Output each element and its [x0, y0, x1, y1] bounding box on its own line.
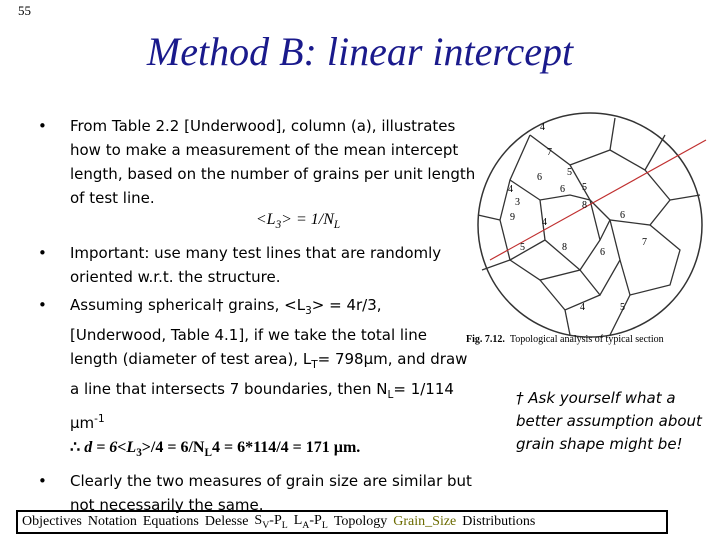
nav-sv-pl[interactable]: $S_V-P_L$	[254, 513, 288, 531]
bullet-1-text: From Table 2.2 [Underwood], column (a), illustrates how to make a measurement of the mean intercept length, based on the number of grains per unit length of test line.	[70, 117, 476, 207]
bullet-4-text: Clearly the two measures of grain size are similar but not necessarily the same.	[70, 472, 472, 515]
svg-text:6: 6	[537, 172, 542, 183]
svg-text:6: 6	[620, 210, 625, 221]
slide-number: 55	[18, 3, 31, 18]
nav-distributions[interactable]: Distributions	[462, 514, 536, 529]
nav-grain-size[interactable]: Grain_Size	[393, 514, 457, 529]
bullet-dot: •	[38, 117, 47, 135]
svg-text:4: 4	[542, 217, 547, 228]
bullet-4: • Clearly the two measures of grain size are similar but not necessarily the same.	[38, 472, 472, 515]
svg-text:9: 9	[510, 212, 515, 223]
svg-text:5: 5	[567, 167, 572, 178]
nav-equations[interactable]: Equations	[142, 514, 199, 529]
svg-text:5: 5	[582, 182, 587, 193]
grain-structure-figure	[470, 110, 710, 350]
slide-title: Method B: linear intercept	[146, 29, 574, 74]
svg-text:5: 5	[620, 302, 625, 313]
svg-text:3: 3	[515, 197, 520, 208]
figure-caption: Fig. 7.12. Topological analysis of typical section	[466, 334, 664, 345]
bullet-3: • Assuming spherical† grains, $<L_3> = 4r/3$, [Underwood, Table 4.1], if we take the total line length (diameter of test area), $L_T= 798\mu m$, and draw a line that intersects 7 boundaries, then $N_L= 1/114$ µm$^{-1}$ ∴ $d = 6<L_3>/4 = 6/N_L4 = 6*114/4 = 171$ µm.	[38, 296, 468, 460]
nav-delesse[interactable]: Delesse	[204, 514, 249, 529]
svg-text:6: 6	[560, 184, 565, 195]
svg-text:4: 4	[508, 184, 513, 195]
nav-topology[interactable]: Topology	[333, 514, 388, 529]
bullet-1	[38, 114, 478, 210]
nav-objectives[interactable]: Objectives	[22, 514, 82, 529]
navigation-bar	[16, 510, 668, 534]
svg-text:8: 8	[562, 242, 567, 253]
bullet-2-text: Important: use many test lines that are randomly oriented w.r.t. the structure.	[70, 244, 442, 287]
footnote: † Ask yourself what a better assumption about grain shape might be!	[516, 389, 702, 453]
bullet-list	[38, 114, 478, 517]
svg-text:4: 4	[540, 122, 545, 133]
svg-text:4: 4	[580, 302, 585, 313]
svg-text:5: 5	[520, 242, 525, 253]
nav-notation[interactable]: Notation	[87, 514, 137, 529]
svg-text:7: 7	[547, 147, 552, 158]
svg-text:7: 7	[642, 237, 647, 248]
svg-text:8: 8	[582, 200, 587, 211]
mean-intercept-formula: $<L_3> = 1/N_L$	[255, 211, 341, 232]
nav-la-pl[interactable]: $L_A-P_L$	[293, 513, 328, 531]
svg-text:6: 6	[600, 247, 605, 258]
bullet-2: • Important: use many test lines that are randomly oriented w.r.t. the structure.	[38, 244, 442, 287]
bullet-3-text: Assuming spherical† grains, $<L_3> = 4r/3$, [Underwood, Table 4.1], if we take the total line length (diameter of test area), $L_T= 798\mu m$, and draw a line that intersects 7 boundaries, then $N_L= 1/114$ µm$^{-1}$ ∴ $d = 6<L_3>/4 = 6/N_L4 = 6*114/4 = 171$ µm.	[70, 296, 468, 460]
cell-labels	[508, 122, 647, 313]
